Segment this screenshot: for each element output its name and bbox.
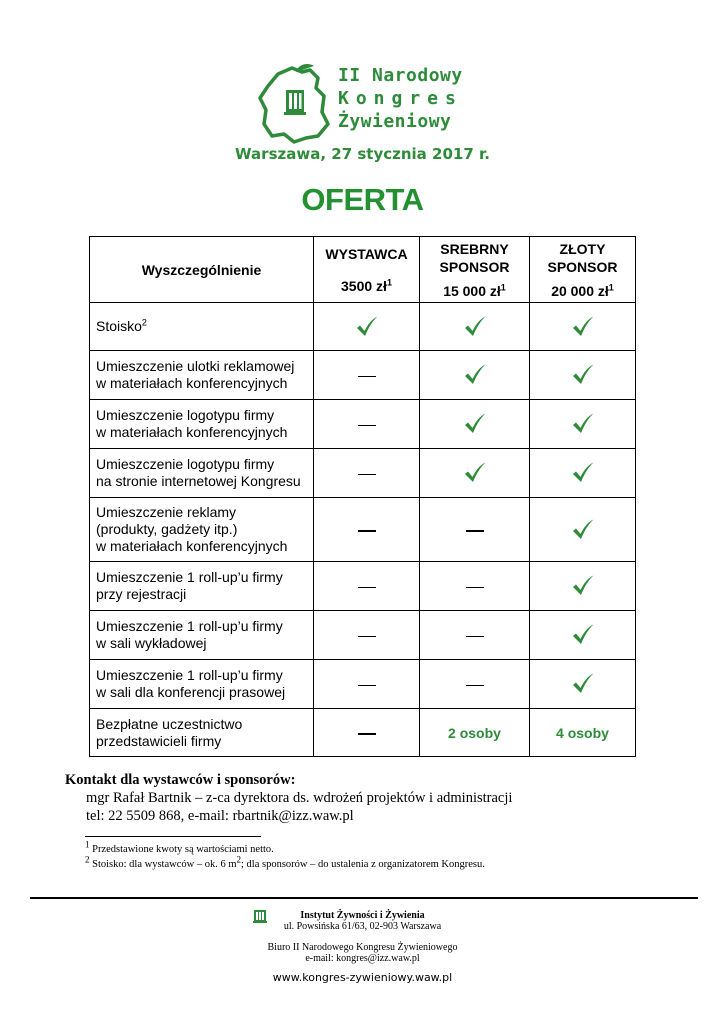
table-row [90,449,636,498]
checkmark-icon [355,315,379,339]
cell-included [420,351,530,400]
dash-icon [466,685,484,687]
logo-wordmark [338,64,498,133]
cell-value [420,709,530,757]
table-row [90,498,636,562]
row-label-line: w materiałach konferencyjnych [96,424,288,440]
footnote-divider [85,836,261,837]
price-footnote-mark: 1 [608,281,614,292]
cell-included [530,611,636,660]
congress-logo [258,62,330,144]
square-superscript: 2 [236,854,241,865]
package-name-line-2: SPONSOR [547,258,618,275]
table-row [90,400,636,449]
row-label-line: w sali dla konferencji prasowej [96,684,286,700]
price-footnote-mark: 1 [500,281,506,292]
table-row [90,660,636,709]
cell-not-included [314,611,420,660]
institute-address: ul. Powsińska 61/63, 02-903 Warszawa [283,921,442,932]
footnote-2 [85,854,685,872]
row-label [90,351,314,400]
checkmark-icon [463,461,487,485]
cell-included [530,351,636,400]
footnote-1 [85,839,685,857]
row-label [90,449,314,498]
checkmark-icon [463,412,487,436]
row-label-line: Umieszczenie ulotki reklamowej [96,358,295,374]
row-label-line: przy rejestracji [96,586,187,602]
cell-not-included [314,498,420,562]
cell-value-text: 4 osoby [556,724,609,741]
package-name: ZŁOTY [559,240,606,257]
dash-icon [358,636,376,638]
institute-name: Instytut Żywności i Żywienia [300,910,425,921]
checkmark-icon [571,315,595,339]
cell-not-included [314,351,420,400]
table-row [90,351,636,400]
page-footer [0,910,725,983]
cell-included [530,449,636,498]
row-label [90,400,314,449]
footnote-mark: 2 [85,854,90,865]
row-label [90,562,314,611]
package-price: 3500 $zł^1$ [341,276,392,294]
cell-included [530,562,636,611]
checkmark-icon [571,412,595,436]
cell-included [420,400,530,449]
footnote-mark: 1 [85,839,90,850]
cell-included [530,400,636,449]
cell-not-included [420,611,530,660]
column-header-description [90,237,314,303]
column-header-silver-sponsor [420,237,530,303]
footnote-text-cont: ; dla sponsorów – do ustalenia z organizatorem Kongresu. [241,859,485,870]
column-header-gold-sponsor [530,237,636,303]
row-label-line: w materiałach konferencyjnych [96,538,288,554]
package-name: WYSTAWCA [325,245,408,262]
website-link[interactable]: www.kongres-zywieniowy.waw.pl [272,971,453,984]
table-row [90,709,636,757]
checkmark-icon [571,518,595,542]
column-header-label: Wyszczególnienie [141,261,262,278]
dash-icon [358,530,376,532]
row-label-line: Umieszczenie reklamy [96,504,237,520]
row-label [90,303,314,351]
table-row [90,562,636,611]
price-footnote-mark: 1 [386,276,392,287]
logo-line-2: Kongres [338,88,463,109]
dash-icon [466,587,484,589]
cell-not-included [314,709,420,757]
row-label-line: Umieszczenie 1 roll-up’u firmy [96,667,283,683]
row-label [90,498,314,562]
cell-included [530,660,636,709]
table-row [90,303,636,351]
offer-table [89,236,636,757]
footnote-text: Przedstawione kwoty są wartościami netto. [92,844,274,855]
cell-included [530,303,636,351]
cell-included [420,449,530,498]
footnotes [85,839,685,872]
document-date: Warszawa, 27 stycznia 2017 r. [235,145,490,163]
logo-line-3: Żywieniowy [338,111,452,132]
row-label-line: w materiałach konferencyjnych [96,375,288,391]
package-price: 20 000 $zł^1$ [551,281,614,299]
checkmark-icon [463,363,487,387]
dash-icon [358,733,376,735]
cell-included [420,303,530,351]
footer-divider [30,897,698,899]
row-label-line: na stronie internetowej Kongresu [96,473,301,489]
cell-not-included [420,562,530,611]
row-label-line: Umieszczenie 1 roll-up’u firmy [96,569,283,585]
page-title: OFERTA [301,182,424,217]
row-label-line: Umieszczenie logotypu firmy [96,456,275,472]
cell-not-included [420,498,530,562]
footnote-text: Stoisko: dla wystawców – ok. 6 m [92,859,237,870]
cell-value [530,709,636,757]
row-label-line: Umieszczenie logotypu firmy [96,407,275,423]
dash-icon [358,376,376,378]
cell-not-included [314,449,420,498]
table-header-row [90,237,636,303]
checkmark-icon [571,672,595,696]
row-label-text: Stoisko [96,318,142,334]
row-label-line: Bezpłatne uczestnictwo [96,715,243,732]
cell-included [530,498,636,562]
checkmark-icon [463,315,487,339]
cell-value-text: 2 osoby [448,724,501,741]
dash-icon [358,425,376,427]
dash-icon [466,530,484,532]
row-label [90,709,314,757]
dash-icon [466,636,484,638]
congress-office: Biuro II Narodowego Kongresu Żywieniowego [267,942,458,953]
row-label [90,611,314,660]
cell-not-included [314,660,420,709]
dash-icon [358,685,376,687]
checkmark-icon [571,623,595,647]
cell-not-included [314,562,420,611]
row-label-line: Umieszczenie 1 roll-up’u firmy [96,618,283,634]
contact-title: Kontakt dla wystawców i sponsorów: [65,772,296,788]
contact-section [65,771,665,825]
package-name: SREBRNY [440,240,509,257]
checkmark-icon [571,363,595,387]
row-label [90,660,314,709]
cell-not-included [314,400,420,449]
row-label-line: w sali wykładowej [96,635,207,651]
logo-line-1: II Narodowy [338,65,463,86]
table-row [90,611,636,660]
cell-included [314,303,420,351]
contact-person: mgr Rafał Bartnik – z-ca dyrektora ds. wdrożeń projektów i administracji [86,790,513,806]
office-email: e-mail: kongres@izz.waw.pl [305,953,420,964]
row-footnote-mark: 2 [141,317,147,328]
dash-icon [358,474,376,476]
contact-details: tel: 22 5509 868, e-mail: rbartnik@izz.waw.pl [86,808,354,824]
cell-not-included [420,660,530,709]
package-name-line-2: SPONSOR [439,258,510,275]
column-header-exhibitor [314,237,420,303]
row-label-line: przedstawicieli firmy [96,732,222,749]
dash-icon [358,587,376,589]
package-price: 15 000 $zł^1$ [443,281,506,299]
checkmark-icon [571,461,595,485]
row-label-line: (produkty, gadżety itp.) [96,521,238,537]
checkmark-icon [571,574,595,598]
